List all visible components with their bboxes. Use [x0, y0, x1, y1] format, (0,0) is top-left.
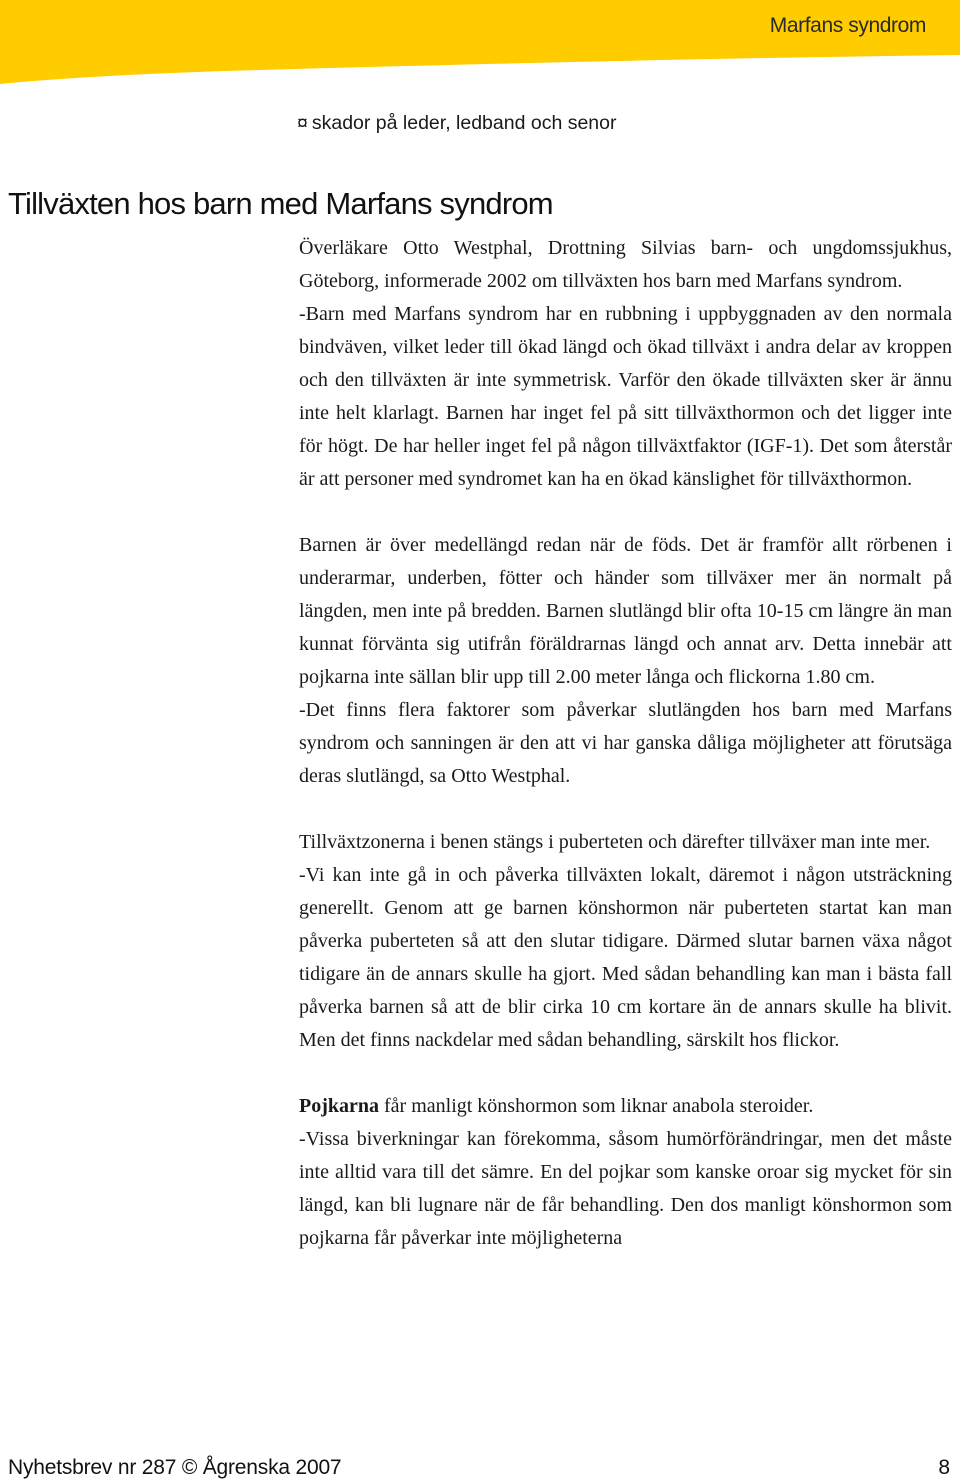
paragraph	[299, 1090, 952, 1123]
bullet-text: skador på leder, ledband och senor	[311, 112, 617, 134]
paragraph	[299, 1123, 952, 1255]
paragraph-text: -Vi kan inte gå in och påverka tillväxten lokalt, däremot i någon utsträckning generellt. Genom att ge barnen könshormon när puberteten startat kan man påverka puberteten så att den slutar tidigare. Därmed slutar barnen växa något tidigare än de annars skulle ha gjort. Med sådan behandling kan man i bästa fall påverka barnen så att de blir cirka 10 cm kortare än de annars skulle ha blivit. Men det finns nackdelar med sådan behandling, särskilt hos flickor.	[299, 864, 952, 1051]
paragraph-text: -Barn med Marfans syndrom har en rubbning i uppbyggnaden av den normala bindväven, vilket leder till ökad längd och ökad tillväxt i andra delar av kroppen och den tillväxten är inte symmetrisk. Varför den ökade tillväxten sker är ännu inte helt klarlagt. Barnen har inget fel på sitt tillväxthormon och det ligger inte för högt. De har heller inget fel på någon tillväxtfaktor (IGF-1). Det som återstår är att personer med syndromet kan ha en ökad känslighet för tillväxthormon.	[299, 303, 952, 490]
paragraph-text: Tillväxtzonerna i benen stängs i puberteten och därefter tillväxer man inte mer.	[299, 831, 931, 853]
paragraph	[299, 826, 952, 859]
paragraph	[299, 859, 952, 1057]
article-body	[299, 232, 952, 1255]
paragraph-text: får manligt könshormon som liknar anabola steroider.	[379, 1095, 814, 1117]
paragraph	[299, 232, 952, 298]
header-wave	[0, 0, 960, 84]
section-title: Tillväxten hos barn med Marfans syndrom	[8, 186, 553, 221]
bullet-symbol: ¤	[297, 112, 308, 134]
paragraph-text: -Vissa biverkningar kan förekomma, såsom humörförändringar, men det måste inte alltid vara till det sämre. En del pojkar som kanske oroar sig mycket för sin längd, kan bli lugnare när de får behandling. Den dos manligt könshormon som pojkarna får påverkar inte möjligheterna	[299, 1128, 952, 1249]
paragraph-lead: Pojkarna	[299, 1095, 379, 1117]
footer-publication: Nyhetsbrev nr 287 © Ågrenska 2007	[8, 1456, 342, 1479]
running-title: Marfans syndrom	[769, 14, 926, 37]
paragraph-text: Barnen är över medellängd redan när de föds. Det är framför allt rörbenen i underarmar, underben, fötter och händer som tillväxer mer än normalt på längden, men inte på bredden. Barnen slutlängd blir ofta 10-15 cm längre än man kunnat förvänta sig utifrån föräldrarnas längd och annat arv. Detta innebär att pojkarna inte sällan blir upp till 2.00 meter långa och flickorna 1.80 cm.	[299, 534, 952, 688]
paragraph-text: -Det finns flera faktorer som påverkar slutlängden hos barn med Marfans syndrom och sanningen är den att vi har ganska dåliga möjligheter att förutsäga deras slutlängd, sa Otto Westphal.	[299, 699, 952, 787]
paragraph	[299, 298, 952, 496]
paragraph	[299, 694, 952, 793]
paragraph-text: Överläkare Otto Westphal, Drottning Silvias barn- och ungdomssjukhus, Göteborg, informerade 2002 om tillväxten hos barn med Marfans syndrom.	[299, 237, 952, 292]
page-number: 8	[938, 1456, 950, 1479]
paragraph	[299, 529, 952, 694]
bullet-item	[297, 112, 617, 135]
